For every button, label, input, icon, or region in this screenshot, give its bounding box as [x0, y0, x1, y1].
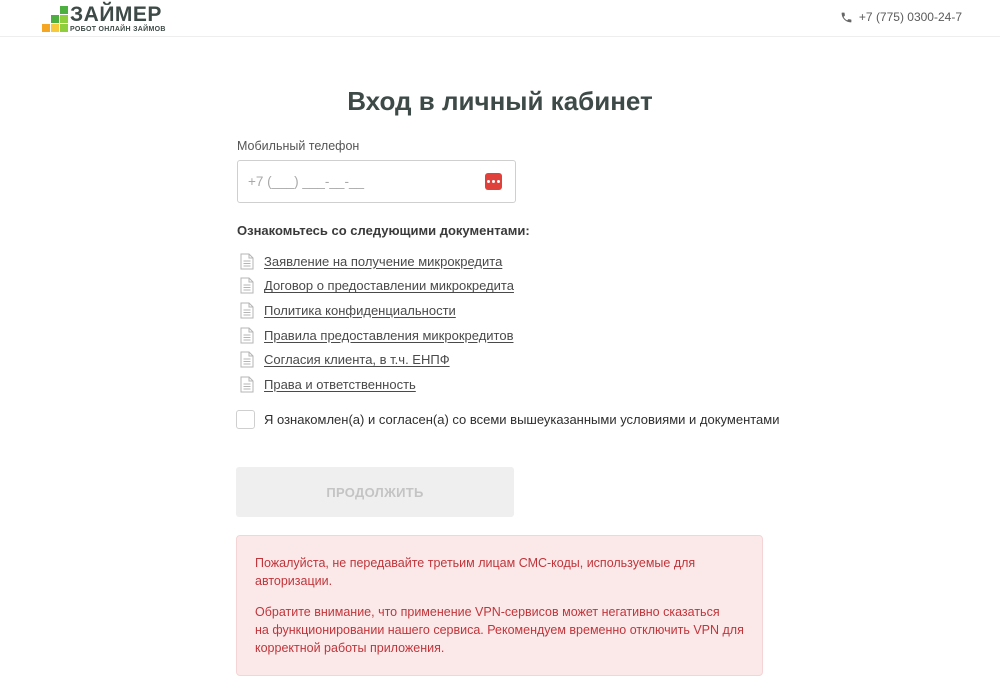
phone-field-label: Мобильный телефон: [237, 139, 360, 153]
document-icon: [240, 351, 254, 368]
document-item: [237, 274, 514, 299]
document-link[interactable]: Политика конфиденциальности: [264, 302, 456, 318]
site-header: [0, 0, 1000, 37]
alert-vpn-warning: [255, 603, 744, 657]
alert-vpn-line-2: на функционировании нашего сервиса. Рекомендуем временно отключить VPN для корректной работы приложения.: [255, 623, 744, 655]
document-item: [237, 347, 514, 372]
document-link[interactable]: Правила предоставления микрокредитов: [264, 327, 514, 343]
phone-input[interactable]: [238, 161, 468, 202]
agreement-checkbox[interactable]: [236, 410, 255, 429]
header-phone-link[interactable]: [840, 10, 962, 24]
documents-list: [237, 249, 514, 397]
alert-vpn-line-1: Обратите внимание, что применение VPN-сервисов может негативно сказаться: [255, 605, 720, 619]
document-item: [237, 249, 514, 274]
agreement-row[interactable]: [236, 410, 780, 429]
page-title: Вход в личный кабинет: [347, 86, 653, 116]
document-item: [237, 323, 514, 348]
documents-heading: Ознакомьтесь со следующими документами:: [237, 223, 530, 238]
document-link[interactable]: Согласия клиента, в т.ч. ЕНПФ: [264, 352, 450, 368]
logo-squares-icon: [38, 4, 68, 34]
document-link[interactable]: Права и ответственность: [264, 376, 416, 392]
logo-title: ЗАЙМЕР: [70, 3, 162, 26]
logo-subtitle: РОБОТ ОНЛАЙН ЗАЙМОВ: [70, 26, 166, 33]
password-manager-icon[interactable]: [485, 173, 502, 190]
document-item: [237, 298, 514, 323]
document-item: [237, 372, 514, 397]
document-icon: [240, 277, 254, 294]
header-phone-number: +7 (775) 0300-24-7: [858, 10, 962, 24]
warning-alert: [236, 535, 763, 676]
document-icon: [240, 302, 254, 319]
document-icon: [240, 376, 254, 393]
phone-field: [237, 160, 516, 203]
logo[interactable]: [38, 4, 166, 34]
document-link[interactable]: Договор о предоставлении микрокредита: [264, 278, 514, 294]
alert-sms-warning: Пожалуйста, не передавайте третьим лицам СМС-коды, используемые для авторизации.: [255, 556, 696, 588]
continue-button[interactable]: ПРОДОЛЖИТЬ: [236, 467, 514, 517]
document-icon: [240, 327, 254, 344]
phone-handset-icon: [840, 11, 853, 24]
document-icon: [240, 253, 254, 270]
agreement-label[interactable]: Я ознакомлен(а) и согласен(а) со всеми вышеуказанными условиями и документами: [264, 412, 780, 427]
document-link[interactable]: Заявление на получение микрокредита: [264, 253, 503, 269]
